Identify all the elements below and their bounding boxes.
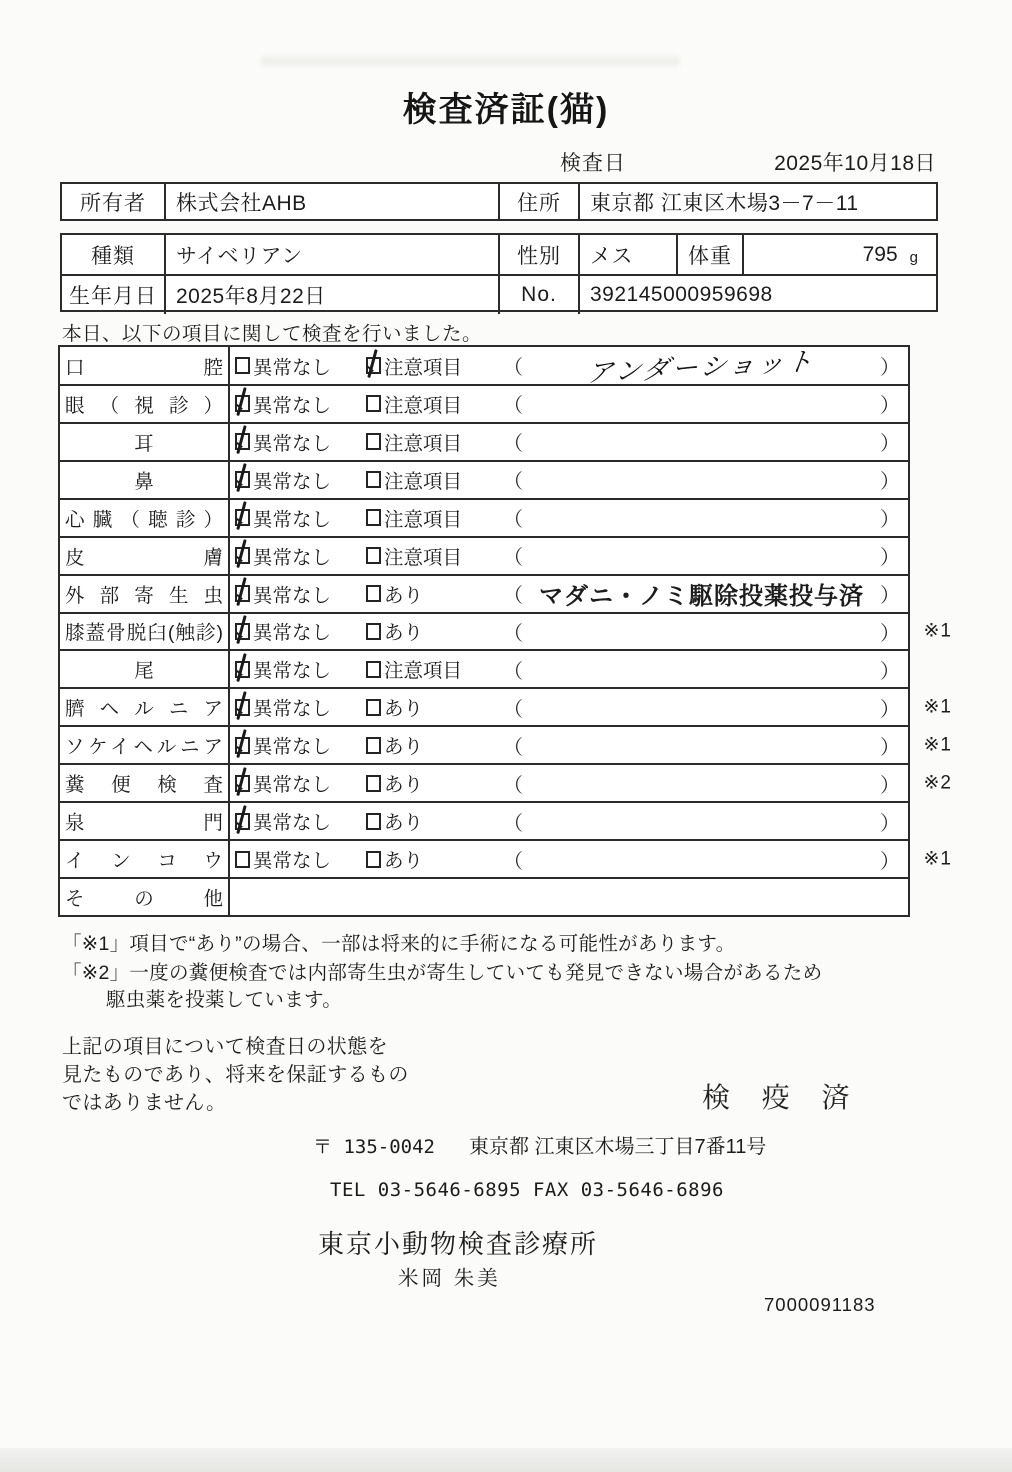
checkbox-no-abnormality (235, 357, 250, 374)
paren-close: ） (880, 433, 900, 456)
opt1-label: 異常なし (253, 394, 332, 417)
finding-note: アンダーショット (585, 345, 818, 389)
opt1-label: 異常なし (253, 774, 332, 797)
item-label-text: 糞便検査 (65, 774, 223, 797)
opt2-option (366, 769, 499, 797)
paren-close: ） (880, 736, 900, 759)
item-label (60, 727, 230, 763)
opt1-option (235, 466, 366, 494)
opt2-label: 注意項目 (384, 432, 463, 455)
opt2-label: 注意項目 (384, 394, 463, 417)
weight-number: 795 (862, 242, 898, 266)
item-label-text: 臍ヘルニア (65, 698, 223, 721)
opt2-option (366, 693, 499, 721)
birthdate-label: 生年月日 (62, 276, 166, 314)
note-area (503, 576, 900, 611)
scan-artifact (260, 56, 680, 66)
opt1-option (235, 769, 366, 797)
owner-value: 株式会社AHB (166, 184, 500, 219)
paren-open: （ (503, 471, 523, 494)
paren-open: （ (503, 395, 523, 418)
checkbox-no-abnormality (235, 395, 250, 412)
opt2-option (366, 655, 499, 683)
paren-open: （ (503, 774, 523, 797)
disclaimer-line-1: 上記の項目について検査日の状態を (62, 1036, 388, 1058)
inspection-row (60, 727, 952, 765)
opt2-label: 注意項目 (384, 470, 463, 493)
footnote-ref: ※1 (923, 620, 952, 642)
opt1-option (235, 731, 366, 759)
weight-unit: g (909, 249, 918, 266)
opt2-label: あり (384, 850, 424, 873)
inspection-row (60, 879, 908, 915)
inspection-row (60, 386, 908, 424)
opt1-label: 異常なし (253, 698, 332, 721)
opt2-label: 注意項目 (384, 508, 463, 531)
opt1-option (235, 580, 366, 608)
item-result (230, 538, 908, 574)
paren-close: ） (880, 812, 900, 835)
opt1-option (235, 352, 366, 380)
opt1-label: 異常なし (253, 470, 332, 493)
item-result (230, 651, 908, 687)
opt2-option (366, 542, 499, 570)
item-label (60, 841, 230, 877)
clinic-name: 東京小動物検査診療所 (318, 1229, 599, 1259)
paren-open: （ (503, 433, 523, 456)
veterinarian-name: 米岡 朱美 (398, 1267, 501, 1290)
checkbox-finding (366, 623, 381, 640)
item-result (230, 386, 908, 422)
page-title: 検査済証(猫) (402, 91, 610, 129)
checkbox-no-abnormality (235, 585, 250, 602)
paren-open: （ (503, 585, 523, 608)
microchip-no-label: No. (500, 276, 580, 314)
intro-sentence: 本日、以下の項目に関して検査を行いました。 (62, 323, 483, 345)
item-label (60, 651, 230, 687)
checkbox-finding (366, 585, 381, 602)
checkbox-finding (366, 547, 381, 564)
note-area (503, 503, 900, 532)
exam-date-value: 2025年10月18日 (774, 152, 936, 175)
note-area (503, 845, 900, 874)
checkbox-finding (366, 775, 381, 792)
note-area (503, 655, 900, 684)
checkbox-finding (366, 357, 381, 374)
note-area (503, 427, 900, 456)
checkbox-finding (366, 433, 381, 450)
opt2-label: 注意項目 (384, 356, 463, 379)
address-label: 住所 (500, 184, 580, 219)
opt2-option (366, 845, 499, 873)
item-label-text: 尾 (134, 660, 154, 683)
opt1-option (235, 693, 366, 721)
item-result (230, 424, 908, 460)
footnote-ref: ※1 (923, 734, 952, 756)
paren-close: ） (880, 660, 900, 683)
item-label-text: インコウ (65, 850, 223, 873)
checkbox-no-abnormality (235, 471, 250, 488)
item-label-text: 皮膚 (65, 546, 223, 569)
disclaimer-line-3: ではありません。 (62, 1092, 227, 1114)
scan-edge (0, 1448, 1012, 1472)
quarantine-stamp: 検 疫 済 (702, 1082, 862, 1113)
opt1-label: 異常なし (253, 622, 332, 645)
weight-value (744, 235, 936, 274)
opt2-label: あり (384, 774, 424, 797)
checkbox-no-abnormality (235, 433, 250, 450)
item-label (60, 462, 230, 498)
opt2-label: あり (384, 812, 424, 835)
item-result (230, 727, 908, 763)
checkbox-no-abnormality (235, 737, 250, 754)
item-result (230, 803, 908, 839)
paren-close: ） (880, 698, 900, 721)
opt1-option (235, 655, 366, 683)
opt2-label: あり (384, 622, 424, 645)
paren-open: （ (503, 357, 523, 379)
exam-date-label: 検査日 (560, 152, 626, 175)
note-area (503, 465, 900, 494)
opt2-option (366, 352, 499, 380)
checkbox-no-abnormality (235, 509, 250, 526)
sex-label: 性別 (500, 235, 580, 274)
opt1-label: 異常なし (253, 356, 332, 379)
species-value: サイベリアン (166, 235, 500, 274)
opt1-label: 異常なし (253, 850, 332, 873)
inspection-row (60, 462, 908, 500)
item-label (60, 614, 230, 650)
checkbox-no-abnormality (235, 813, 250, 830)
item-label-text: 膝蓋骨脱臼(触診) (65, 622, 223, 645)
footnote-ref: ※1 (923, 696, 952, 718)
footnote-1: 「※1」項目で“あり”の場合、一部は将来的に手術になる可能性があります。 (62, 933, 736, 955)
clinic-address: 東京都 江東区木場三丁目7番11号 (468, 1136, 767, 1158)
item-result (230, 765, 908, 801)
opt2-option (366, 390, 499, 418)
microchip-no-value: 392145000959698 (590, 283, 773, 306)
opt1-option (235, 807, 366, 835)
paren-close: ） (880, 509, 900, 532)
opt1-label: 異常なし (253, 546, 332, 569)
checkbox-finding (366, 699, 381, 716)
inspection-row (60, 500, 908, 538)
owner-label: 所有者 (62, 184, 166, 219)
note-area (503, 731, 900, 760)
postal-code: 〒 135-0042 (313, 1136, 435, 1158)
birthdate-value: 2025年8月22日 (166, 276, 500, 314)
opt1-option (235, 428, 366, 456)
opt1-option (235, 390, 366, 418)
note-area (503, 541, 900, 570)
note-area (503, 617, 900, 646)
item-label-text: 耳 (134, 432, 154, 455)
item-result (230, 576, 908, 612)
opt1-option (235, 504, 366, 532)
inspection-table (58, 345, 952, 917)
opt2-option (366, 807, 499, 835)
inspection-row (60, 576, 908, 614)
checkbox-no-abnormality (235, 851, 250, 868)
checkbox-finding (366, 509, 381, 526)
footnote-2-line2: 駆虫薬を投薬しています。 (106, 989, 343, 1011)
item-label (60, 386, 230, 422)
inspection-row (60, 345, 908, 389)
opt1-option (235, 845, 366, 873)
opt2-label: 注意項目 (384, 660, 463, 683)
opt1-label: 異常なし (253, 432, 332, 455)
item-result (230, 500, 908, 536)
item-result (230, 345, 908, 389)
item-label-text: 泉門 (65, 812, 223, 835)
item-label (60, 803, 230, 839)
sex-value: メス (580, 235, 678, 274)
inspection-row (60, 651, 908, 689)
finding-note: マダニ・ノミ駆除投薬投与済 (539, 583, 864, 611)
owner-table (60, 182, 938, 221)
opt1-label: 異常なし (253, 812, 332, 835)
item-result (230, 841, 908, 877)
paren-close: ） (880, 395, 900, 418)
inspection-row (60, 614, 952, 652)
inspection-row (60, 538, 908, 576)
opt2-option (366, 617, 499, 645)
animal-info-table (60, 233, 938, 312)
checkbox-no-abnormality (235, 623, 250, 640)
checkbox-no-abnormality (235, 699, 250, 716)
item-label (60, 538, 230, 574)
inspection-row (60, 689, 952, 727)
item-label (60, 765, 230, 801)
weight-label: 体重 (678, 235, 744, 274)
checkbox-finding (366, 661, 381, 678)
item-result (230, 689, 908, 725)
inspection-row (60, 803, 908, 841)
opt2-option (366, 428, 499, 456)
item-label-text: 心臓（聴診） (65, 508, 223, 531)
item-label (60, 689, 230, 725)
disclaimer-line-2: 見たものであり、将来を保証するもの (62, 1064, 409, 1086)
paren-open: （ (503, 660, 523, 683)
note-area (503, 807, 900, 836)
paren-open: （ (503, 509, 523, 532)
opt2-label: あり (384, 698, 424, 721)
checkbox-finding (366, 737, 381, 754)
item-label-text: ソケイヘルニア (65, 736, 223, 759)
paren-open: （ (503, 736, 523, 759)
opt1-label: 異常なし (253, 508, 332, 531)
item-label (60, 879, 230, 915)
item-label-text: 口腔 (65, 356, 223, 379)
species-label: 種類 (62, 235, 166, 274)
opt2-option (366, 580, 499, 608)
item-label-text: 眼（視診） (65, 394, 223, 417)
opt2-option (366, 731, 499, 759)
address-value: 東京都 江東区木場3－7－11 (590, 191, 859, 215)
opt2-label: あり (384, 584, 424, 607)
opt1-label: 異常なし (253, 736, 332, 759)
item-result (230, 614, 908, 650)
item-label (60, 576, 230, 612)
checkbox-no-abnormality (235, 775, 250, 792)
paren-close: ） (880, 471, 900, 494)
opt1-option (235, 617, 366, 645)
paren-close: ） (880, 622, 900, 645)
clinic-tel-fax: TEL 03-5646-6895 FAX 03-5646-6896 (330, 1179, 724, 1201)
opt2-option (366, 466, 499, 494)
checkbox-finding (366, 471, 381, 488)
note-area (503, 345, 900, 389)
item-label (60, 424, 230, 460)
item-label-text: 外部寄生虫 (65, 584, 223, 607)
opt2-label: 注意項目 (384, 546, 463, 569)
item-result (230, 462, 908, 498)
paren-close: ） (880, 547, 900, 570)
item-result (230, 879, 908, 915)
paren-close: ） (880, 774, 900, 797)
checkbox-no-abnormality (235, 547, 250, 564)
document-number: 7000091183 (764, 1294, 876, 1315)
item-label (60, 500, 230, 536)
paren-open: （ (503, 850, 523, 873)
paren-open: （ (503, 547, 523, 570)
disclaimer-text (62, 1033, 409, 1117)
opt2-option (366, 504, 499, 532)
paren-open: （ (503, 812, 523, 835)
checkbox-finding (366, 395, 381, 412)
paren-open: （ (503, 622, 523, 645)
paren-close: ） (880, 357, 900, 379)
clinic-address-line (313, 1130, 766, 1159)
footnote-ref: ※1 (923, 848, 952, 870)
opt1-label: 異常なし (253, 584, 332, 607)
paren-close: ） (880, 850, 900, 873)
paren-open: （ (503, 698, 523, 721)
note-area (503, 693, 900, 722)
note-area (503, 769, 900, 798)
inspection-row (60, 841, 952, 879)
paren-close: ） (880, 585, 900, 608)
item-label (60, 347, 230, 384)
footnote-2-line1: 「※2」一度の糞便検査では内部寄生虫が寄生していても発見できない場合があるため (62, 962, 823, 984)
footnote-ref: ※2 (923, 772, 952, 794)
inspection-row (60, 424, 908, 462)
note-area (503, 389, 900, 418)
checkbox-finding (366, 813, 381, 830)
item-label-text: その他 (65, 887, 223, 910)
item-label-text: 鼻 (134, 470, 154, 493)
checkbox-finding (366, 851, 381, 868)
opt1-label: 異常なし (253, 660, 332, 683)
opt2-label: あり (384, 736, 424, 759)
checkbox-no-abnormality (235, 661, 250, 678)
opt1-option (235, 542, 366, 570)
inspection-row (60, 765, 952, 803)
